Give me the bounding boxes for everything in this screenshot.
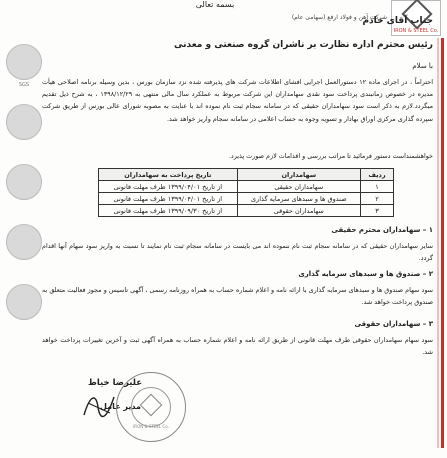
certification-icon	[6, 164, 42, 200]
section-body: سود سهام صندوق ها و سبدهای سرمایه گذاری با ارائه نامه و اعلام شماره حساب به همراه روزنامه رسمی ، آگهی تاسیس و مجوز فعالیت متعلق به صندوق پرداخت خواهد شد.	[42, 286, 433, 307]
body-paragraph: احتراماً ، در اجرای ماده ۱۲ دستورالعمل اجرایی افشای اطلاعات شرکت های پذیرفته شده نزد سازمان بورس ، بدین وسیله برنامه اصلاحی هیأت مدیره در خصوص زمانبندی پرداخت سود نقدی سهامداران این شرکت مربوط به عملکرد سال مالی منتهی به ۱۳۹۸/۱۲/۲۹ ، به شرح ذیل تقدیم میگردد.لازم به ذکر است سود سهامداران حقیقی که در سامانه سجام ثبت نام نموده اند با عنایت به مصوبه شورای عالی بورس از طریق شرکت سپرده گذاری مرکزی اوراق بهادار و تسویه وجوه به حساب اعلامی در سامانه سجام واریز خواهد شد.	[42, 78, 434, 123]
company-stamp-icon	[116, 372, 186, 442]
table-cell: از تاریخ ۱۳۹۹/۰۹/۳۰ ظرف مهلت قانونی	[99, 205, 238, 217]
bismillah-heading: بسمه تعالی	[195, 0, 235, 9]
signature-icon	[80, 385, 120, 425]
table-cell: سهامداران حقیقی	[237, 181, 360, 193]
column-header: ردیف	[361, 169, 394, 181]
table-row	[99, 181, 394, 193]
column-header: تاریخ پرداخت به سهامداران	[99, 169, 238, 181]
dividend-schedule-table	[98, 168, 394, 217]
stamp-text: IRON & STEEL Co.	[133, 424, 169, 429]
table-cell: صندوق ها و سبدهای سرمایه گذاری	[237, 193, 360, 205]
section-title: ۱ – سهامداران محترم حقیقی	[331, 226, 433, 234]
company-name: شرکت آهن و فولاد ارفع (سهامی عام)	[291, 14, 387, 21]
section-body: سود سهام سهامداران حقوقی طرف مهلت قانونی از طریق ارائه نامه و اعلام شماره حساب به همراه آگهی ثبت و آخرین تغییرات پرداخت خواهد شد.	[42, 336, 433, 357]
table-cell: ۳	[361, 205, 394, 217]
signatory-name: علیرضا خیاط	[88, 378, 143, 388]
table-cell: ۱	[361, 181, 394, 193]
table-row	[99, 205, 394, 217]
salutation: جناب آقای خادم	[362, 16, 433, 26]
table-cell: از تاریخ ۱۳۹۹/۰۴/۰۱ ظرف مهلت قانونی	[99, 181, 238, 193]
certification-icon	[6, 284, 42, 320]
section-body: سایر سهامداران حقیقی که در سامانه سجام ثبت نام ننموده اند می بایست در سامانه سجام ثبت نام نمایند تا نسبت به واریز سود سهام آنها اقدام گردد.	[42, 242, 433, 263]
sgs-certification-icon	[6, 44, 42, 88]
table-cell: ۲	[361, 193, 394, 205]
table-header-row	[99, 169, 394, 181]
request-paragraph: خواهشمنداست دستور فرمائید تا مراتب بررسی و اقدامات لازم صورت پذیرد.	[228, 152, 433, 160]
section-title: ۳ – سهامداران حقوقی	[354, 320, 433, 328]
table-cell: از تاریخ ۱۳۹۹/۰۴/۰۱ ظرف مهلت قانونی	[99, 193, 238, 205]
certification-icon	[6, 224, 42, 260]
addressee: رئیس محترم اداره نظارت بر ناشران گروه صنعتی و معدنی	[174, 40, 433, 50]
table-row	[99, 193, 394, 205]
signatory-role: مدیر عامل	[100, 402, 141, 411]
section-title: ۲ – صندوق ها و سبدهای سرمایه گذاری	[298, 270, 433, 278]
greeting: با سلام	[412, 62, 433, 70]
table-cell: سهامداران حقوقی	[237, 205, 360, 217]
logo-text: IRON & STEEL Co.	[393, 28, 439, 34]
decorative-border-light	[437, 38, 439, 448]
decorative-border-red	[441, 38, 444, 448]
column-header: سهامداران	[237, 169, 360, 181]
cert-label: SGS	[18, 82, 30, 88]
certification-icon	[6, 104, 42, 140]
